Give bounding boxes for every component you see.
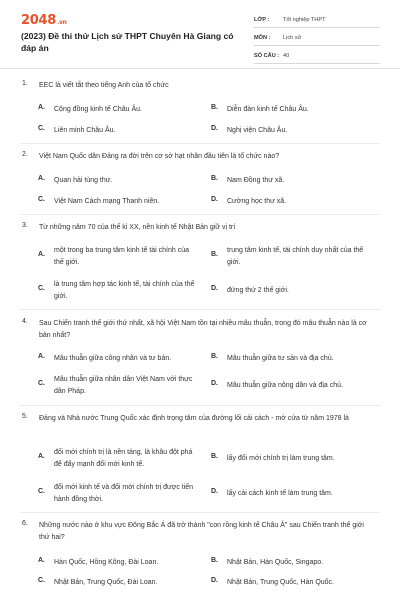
document-title: (2023) Đề thi thử Lịch sử THPT Chuyên Hà Giang có đáp án [21,31,234,53]
question-divider [20,214,380,215]
question-number: 4. [22,318,28,325]
option-text: đổi mới kinh tế và đổi mới chính trị được tiến hành đồng thời. [54,484,194,503]
option-text: Mâu thuẫn giữa công nhân và tư bản. [54,355,172,362]
question-divider [20,309,380,310]
option-text: Mâu thuẫn giữa tư sản và địa chủ. [227,355,334,362]
option-text: Nhật Bản, Trung Quốc, Đài Loan. [54,579,158,586]
question-text: Đảng và Nhà nước Trung Quốc xác định trọng tâm của đường lối cải cách - mở cửa từ năm 1978 là [39,415,349,422]
option-letter: A. [38,104,45,111]
option-text: đứng thứ 2 thế giới. [227,287,289,294]
option-letter: B. [211,251,218,258]
question-text: Những nước nào ở khu vực Đông Bắc Á đã trở thành "con rồng kinh tế Châu Á" sau Chiến tranh thế giới thứ hai? [39,522,364,541]
site-logo[interactable] [21,13,67,28]
option-letter: A. [38,251,45,258]
option-letter: B. [211,353,218,360]
option-letter: B. [211,453,218,460]
option-letter: C. [38,196,45,203]
question-text: Từ những năm 70 của thế kỉ XX, nền kinh tế Nhật Bản giữ vị trí [39,224,236,231]
option-text: Mâu thuẫn giữa nông dân và địa chủ. [227,382,343,389]
option-letter: D. [211,488,218,495]
option-letter: B. [211,175,218,182]
option-letter: D. [211,577,218,584]
option-letter: B. [211,557,218,564]
meta-row-socau [254,49,380,64]
option-text: là trung tâm hợp tác kinh tế, tài chính của thế giới. [54,281,195,300]
option-text: Nhật Bản, Trung Quốc, Hàn Quốc. [227,579,335,586]
question-divider [20,143,380,144]
question-text: EEC là viết tắt theo tiếng Anh của tổ chức [39,82,169,89]
question-divider [20,512,380,513]
option-text: Cường học thư xã. [227,198,287,205]
option-letter: C. [38,285,45,292]
option-letter: C. [38,380,45,387]
question-number: 5. [22,413,28,420]
option-text: trung tâm kinh tế, tài chính duy nhất của thế giới. [227,247,364,266]
question-text: Việt Nam Quốc dân Đảng ra đời trên cơ sở hạt nhân đầu tiên là tổ chức nào? [39,153,280,160]
option-text: Việt Nam Cách mạng Thanh niên. [54,198,160,205]
option-text: Cộng đồng kinh tế Châu Âu. [54,106,142,113]
question-number: 6. [22,520,28,527]
meta-label: SỐ CÂU : [254,53,280,59]
option-text: Nam Đồng thư xã. [227,177,285,184]
option-letter: D. [211,196,218,203]
option-text: Nghị viện Châu Âu. [227,127,288,134]
page-header [0,0,400,62]
option-text: lấy cải cách kinh tế làm trung tâm. [227,490,333,497]
question-number: 1. [22,80,28,87]
meta-value: Lịch sử [283,35,302,41]
question-divider [20,405,380,406]
option-text: đổi mới chính trị là nền tảng, là khâu đột phá để đẩy mạnh đổi mới kinh tế. [54,449,193,468]
question-number: 3. [22,222,28,229]
header-divider [0,68,400,69]
option-text: Hàn Quốc, Hồng Kông, Đài Loan. [54,559,159,566]
option-text: Quan hải tùng thư. [54,177,113,184]
option-letter: A. [38,353,45,360]
option-letter: D. [211,125,218,132]
option-letter: B. [211,104,218,111]
meta-label: LỚP : [254,17,270,23]
option-letter: A. [38,557,45,564]
option-letter: D. [211,380,218,387]
option-letter: C. [38,488,45,495]
option-letter: A. [38,175,45,182]
option-letter: C. [38,577,45,584]
question-text: Sau Chiến tranh thế giới thứ nhất, xã hội Việt Nam tồn tại nhiều mâu thuẫn, trong đó mâu thuẫn nào là cơ bản nhất? [39,320,367,339]
meta-label: MÔN : [254,35,271,41]
logo-text: 2048 [21,13,56,28]
meta-row-lop [254,13,380,28]
option-text: Liên minh Châu Âu. [54,127,116,134]
meta-value: Tốt nghiệp THPT [283,17,326,23]
option-letter: C. [38,125,45,132]
meta-value: 40 [283,53,290,59]
meta-row-mon [254,31,380,46]
exam-meta [254,13,380,67]
option-text: Nhật Bản, Hàn Quốc, Singapo. [227,559,324,566]
logo-suffix: .vn [56,19,67,26]
question-number: 2. [22,151,28,158]
option-text: một trong ba trung tâm kinh tế tài chính của thế giới. [54,247,190,266]
option-text: Diễn đàn kinh tế Châu Âu. [227,106,309,113]
option-text: Mâu thuẫn giữa nhân dân Việt Nam với thực dân Pháp. [54,376,193,395]
option-letter: A. [38,453,45,460]
option-text: lấy đổi mới chính trị làm trung tâm. [227,455,335,462]
option-letter: D. [211,285,218,292]
